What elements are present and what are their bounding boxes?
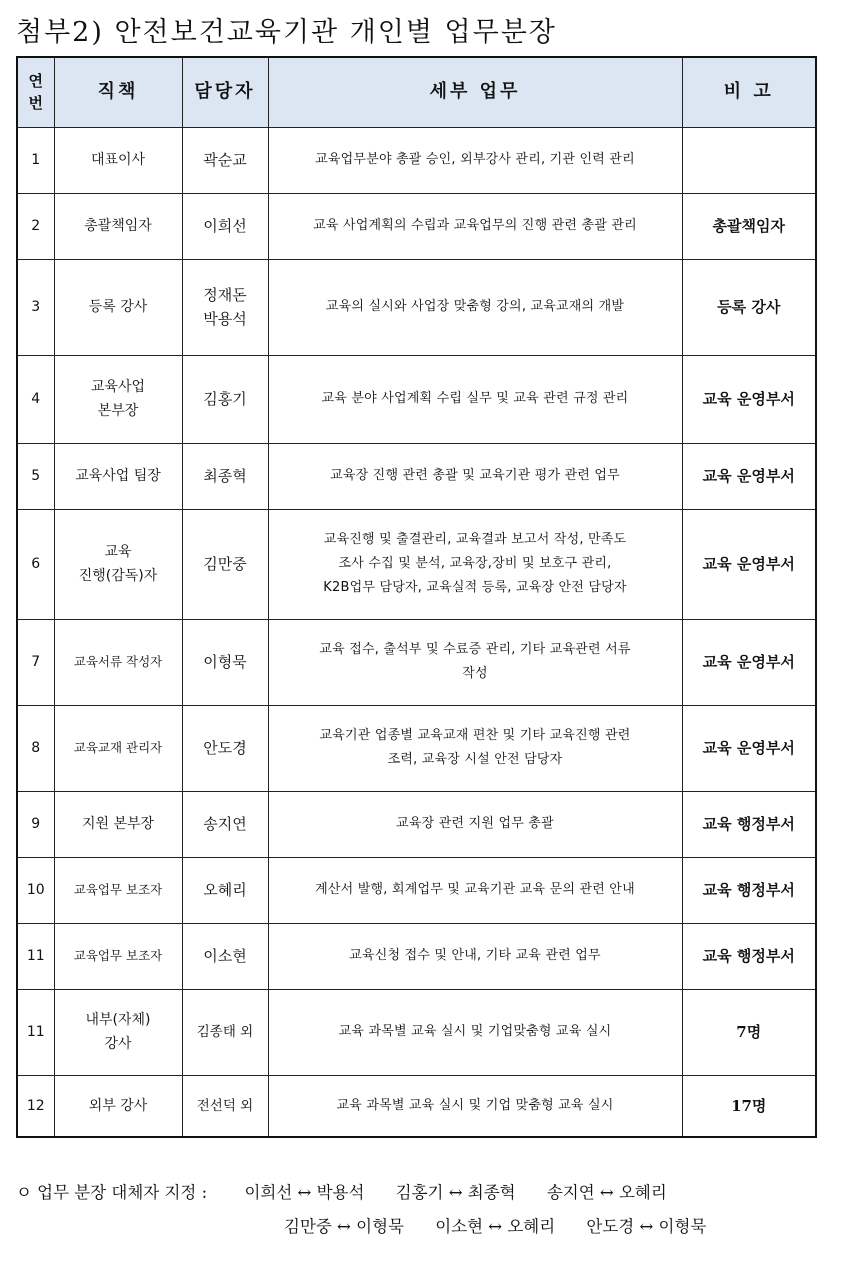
- row-number: 6: [17, 509, 54, 619]
- person-cell: 김홍기: [182, 355, 268, 443]
- row-number: 7: [17, 619, 54, 705]
- row-number: 10: [17, 857, 54, 923]
- role-cell: 교육사업 팀장: [54, 443, 182, 509]
- table-row: [17, 1075, 816, 1137]
- table-row: [17, 127, 816, 193]
- task-cell: 계산서 발행, 회계업무 및 교육기관 교육 문의 관련 안내: [268, 857, 682, 923]
- table-row: [17, 705, 816, 791]
- substitute-pair: 송지연 ↔ 오혜리: [546, 1183, 667, 1202]
- role-cell: 외부 강사: [54, 1075, 182, 1137]
- row-number: 3: [17, 259, 54, 355]
- note-cell: 7명: [682, 989, 816, 1075]
- duty-assignment-table: [16, 56, 817, 1138]
- note-cell: [682, 127, 816, 193]
- task-cell: 교육기관 업종별 교육교재 편찬 및 기타 교육진행 관련 조력, 교육장 시설 안전 담당자: [268, 705, 682, 791]
- note-cell: 교육 운영부서: [682, 443, 816, 509]
- note-cell: 17명: [682, 1075, 816, 1137]
- person-cell: 전선덕 외: [182, 1075, 268, 1137]
- substitute-pair: 이희선 ↔ 박용석: [244, 1183, 365, 1202]
- task-cell: 교육업무분야 총괄 승인, 외부강사 관리, 기관 인력 관리: [268, 127, 682, 193]
- role-cell: 대표이사: [54, 127, 182, 193]
- role-cell: 교육업무 보조자: [54, 857, 182, 923]
- task-cell: 교육장 진행 관련 총괄 및 교육기관 평가 관련 업무: [268, 443, 682, 509]
- document-title: 첨부2) 안전보건교육기관 개인별 업무분장: [16, 17, 557, 48]
- task-cell: 교육 과목별 교육 실시 및 기업맞춤형 교육 실시: [268, 989, 682, 1075]
- task-cell: 교육 과목별 교육 실시 및 기업 맞춤형 교육 실시: [268, 1075, 682, 1137]
- person-cell: 김종태 외: [182, 989, 268, 1075]
- table-header-row: [17, 57, 816, 127]
- header-person: 담당자: [182, 57, 268, 127]
- table-row: [17, 355, 816, 443]
- substitute-designation: [16, 1176, 836, 1244]
- person-cell: 김만중: [182, 509, 268, 619]
- role-cell: 교육서류 작성자: [54, 619, 182, 705]
- task-cell: 교육 분야 사업계획 수립 실무 및 교육 관련 규정 관리: [268, 355, 682, 443]
- role-cell: 등록 강사: [54, 259, 182, 355]
- role-cell: 총괄책임자: [54, 193, 182, 259]
- role-cell: 교육업무 보조자: [54, 923, 182, 989]
- role-cell: 교육 진행(감독)자: [54, 509, 182, 619]
- row-number: 4: [17, 355, 54, 443]
- note-cell: 교육 운영부서: [682, 355, 816, 443]
- table-body: [17, 127, 816, 1137]
- task-cell: 교육장 관련 지원 업무 총괄: [268, 791, 682, 857]
- substitute-lead: ㅇ 업무 분장 대체자 지정 :: [16, 1183, 208, 1202]
- person-cell: 이희선: [182, 193, 268, 259]
- person-cell: 오혜리: [182, 857, 268, 923]
- row-number: 11: [17, 923, 54, 989]
- person-cell: 이소현: [182, 923, 268, 989]
- role-cell: 교육교재 관리자: [54, 705, 182, 791]
- note-cell: 교육 운영부서: [682, 619, 816, 705]
- note-cell: 등록 강사: [682, 259, 816, 355]
- row-number: 8: [17, 705, 54, 791]
- note-cell: 교육 운영부서: [682, 509, 816, 619]
- role-cell: 교육사업 본부장: [54, 355, 182, 443]
- note-cell: 교육 행정부서: [682, 857, 816, 923]
- table-row: [17, 443, 816, 509]
- table-row: [17, 259, 816, 355]
- row-number: 9: [17, 791, 54, 857]
- person-cell: 최종혁: [182, 443, 268, 509]
- note-cell: 교육 행정부서: [682, 923, 816, 989]
- task-cell: 교육신청 접수 및 안내, 기타 교육 관련 업무: [268, 923, 682, 989]
- row-number: 12: [17, 1075, 54, 1137]
- note-cell: 총괄책임자: [682, 193, 816, 259]
- row-number: 2: [17, 193, 54, 259]
- row-number: 5: [17, 443, 54, 509]
- header-note: 비 고: [682, 57, 816, 127]
- person-cell: 안도경: [182, 705, 268, 791]
- table-row: [17, 989, 816, 1075]
- header-no: 연 번: [17, 57, 54, 127]
- person-cell: 이형묵: [182, 619, 268, 705]
- substitute-pair: 김홍기 ↔ 최종혁: [395, 1183, 516, 1202]
- substitute-line-2: [16, 1210, 836, 1244]
- person-cell: 송지연: [182, 791, 268, 857]
- note-cell: 교육 운영부서: [682, 705, 816, 791]
- role-cell: 지원 본부장: [54, 791, 182, 857]
- task-cell: 교육진행 및 출결관리, 교육결과 보고서 작성, 만족도 조사 수집 및 분석, 교육장,장비 및 보호구 관리, K2B업무 담당자, 교육실적 등록, 교육장 안전 담당자: [268, 509, 682, 619]
- header-task: 세부 업무: [268, 57, 682, 127]
- task-cell: 교육 사업계획의 수립과 교육업무의 진행 관련 총괄 관리: [268, 193, 682, 259]
- task-cell: 교육의 실시와 사업장 맞춤형 강의, 교육교재의 개발: [268, 259, 682, 355]
- task-cell: 교육 접수, 출석부 및 수료증 관리, 기타 교육관련 서류 작성: [268, 619, 682, 705]
- table-row: [17, 791, 816, 857]
- substitute-pair: 김만중 ↔ 이형묵: [284, 1217, 404, 1236]
- person-cell: 곽순교: [182, 127, 268, 193]
- table-row: [17, 619, 816, 705]
- substitute-pair: 안도경 ↔ 이형묵: [586, 1217, 707, 1236]
- substitute-line-1: [16, 1183, 667, 1202]
- person-cell: 정재돈 박용석: [182, 259, 268, 355]
- substitute-pair: 이소현 ↔ 오혜리: [435, 1217, 556, 1236]
- header-role: 직책: [54, 57, 182, 127]
- role-cell: 내부(자체) 강사: [54, 989, 182, 1075]
- row-number: 11: [17, 989, 54, 1075]
- table-row: [17, 857, 816, 923]
- table-row: [17, 923, 816, 989]
- table-row: [17, 193, 816, 259]
- row-number: 1: [17, 127, 54, 193]
- table-row: [17, 509, 816, 619]
- note-cell: 교육 행정부서: [682, 791, 816, 857]
